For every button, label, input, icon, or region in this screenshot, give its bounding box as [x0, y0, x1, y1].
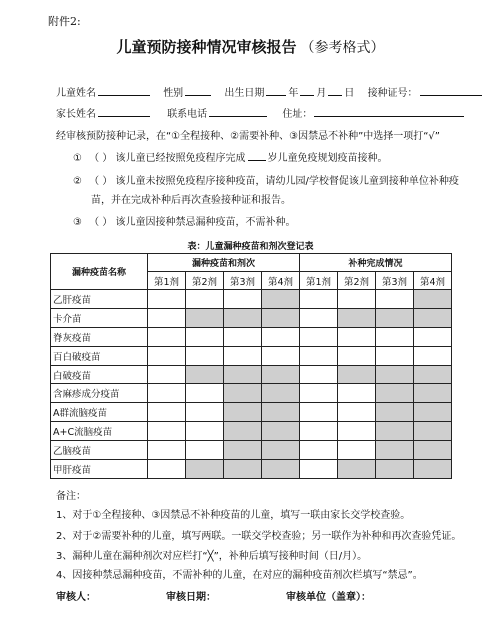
- guardian-info-row: [56, 105, 466, 120]
- vaccine-name-cell: A群流脑疫苗: [51, 403, 148, 422]
- table-row: [51, 422, 452, 441]
- option-3-checkbox[interactable]: （ ）: [89, 217, 113, 228]
- dose-header-cell: 第1剂: [148, 272, 186, 290]
- catchup-dose-cell[interactable]: [414, 327, 452, 346]
- catchup-dose-cell: [376, 441, 414, 460]
- missed-dose-cell[interactable]: [148, 441, 186, 460]
- option-2-number: ②: [73, 176, 82, 187]
- option-2-text-line1: 该儿童未按照免疫程序接种疫苗，请幼儿园/学校督促该儿童到接种单位补种疫: [115, 176, 459, 187]
- year-label: 年: [288, 88, 299, 99]
- vaccine-name-cell: 含麻疹成分疫苗: [51, 384, 148, 403]
- catchup-dose-cell: [414, 460, 452, 479]
- catchup-dose-cell: [414, 441, 452, 460]
- dose-header-cell: 第1剂: [300, 272, 338, 290]
- missed-dose-cell: [186, 308, 224, 327]
- catchup-dose-cell[interactable]: [414, 346, 452, 365]
- catchup-dose-cell: [338, 460, 376, 479]
- catchup-dose-cell[interactable]: [300, 365, 338, 384]
- catchup-dose-cell[interactable]: [338, 346, 376, 365]
- missed-dose-cell: [262, 308, 300, 327]
- catchup-dose-cell: [376, 384, 414, 403]
- missed-dose-cell[interactable]: [148, 365, 186, 384]
- gender-label: 性别: [163, 88, 184, 99]
- table-row: [51, 308, 452, 327]
- phone-label: 联系电话: [167, 109, 208, 120]
- vaccine-name-cell: 白破疫苗: [51, 365, 148, 384]
- missed-dose-cell[interactable]: [262, 327, 300, 346]
- dose-header-cell: 第2剂: [338, 272, 376, 290]
- catchup-dose-cell[interactable]: [338, 290, 376, 309]
- dose-header-cell: 第3剂: [224, 272, 262, 290]
- catchup-dose-cell[interactable]: [300, 384, 338, 403]
- dose-header-cell: 第4剂: [262, 272, 300, 290]
- option-1-number: ①: [73, 153, 82, 164]
- missed-dose-cell[interactable]: [148, 290, 186, 309]
- missed-dose-cell: [186, 460, 224, 479]
- option-1-text-b: 岁儿童免疫规划疫苗接种。: [267, 153, 388, 164]
- missed-dose-cell[interactable]: [186, 384, 224, 403]
- missed-dose-cell[interactable]: [186, 403, 224, 422]
- option-1: [73, 149, 388, 164]
- dose-header-cell: 第2剂: [186, 272, 224, 290]
- missed-dose-cell: [262, 290, 300, 309]
- catchup-dose-cell: [414, 365, 452, 384]
- catchup-dose-cell[interactable]: [338, 403, 376, 422]
- missed-dose-cell[interactable]: [148, 327, 186, 346]
- missed-dose-cell: [224, 308, 262, 327]
- option-3-number: ③: [73, 217, 82, 228]
- option-2: [73, 172, 459, 187]
- vaccine-name-cell: A+C流脑疫苗: [51, 422, 148, 441]
- catchup-dose-cell[interactable]: [300, 290, 338, 309]
- dose-header-cell: 第3剂: [376, 272, 414, 290]
- option-1-checkbox[interactable]: （ ）: [89, 153, 113, 164]
- table-row: [51, 403, 452, 422]
- instruction-text: 经审核预防接种记录，在“①全程接种、②需要补种、③因禁忌不补种”中选择一项打“√”: [56, 131, 440, 142]
- missed-dose-cell: [224, 422, 262, 441]
- month-label: 月: [316, 88, 327, 99]
- table-row: [51, 441, 452, 460]
- vaccine-name-cell: 百白破疫苗: [51, 346, 148, 365]
- title-note: （参考格式）: [300, 40, 385, 56]
- missed-dose-cell: [262, 365, 300, 384]
- missed-dose-cell: [262, 403, 300, 422]
- missed-dose-cell[interactable]: [224, 346, 262, 365]
- table-row: [51, 327, 452, 346]
- remark-item: 1、对于①全程接种、③因禁忌不补种疫苗的儿童，填写一联由家长交学校查验。: [56, 510, 411, 521]
- vaccine-name-cell: 乙肝疫苗: [51, 290, 148, 309]
- gender-field[interactable]: [185, 84, 211, 96]
- dose-header-cell: 第4剂: [414, 272, 452, 290]
- col-vaccine-name: 漏种疫苗名称: [51, 254, 148, 290]
- catchup-dose-cell: [376, 365, 414, 384]
- vaccine-table: [50, 253, 452, 479]
- catchup-dose-cell: [338, 365, 376, 384]
- guardian-name-field[interactable]: [98, 105, 150, 117]
- catchup-dose-cell[interactable]: [300, 422, 338, 441]
- remark-item: 4、因接种禁忌漏种疫苗，不需补种的儿童，在对应的漏种疫苗剂次栏填写“禁忌”。: [56, 570, 423, 581]
- option-1-text-a: 该儿童已经按照免疫程序完成: [115, 153, 246, 164]
- child-info-row: [56, 84, 484, 99]
- missed-dose-cell: [262, 384, 300, 403]
- option-2-checkbox[interactable]: （ ）: [89, 176, 113, 187]
- missed-dose-cell: [224, 460, 262, 479]
- cert-number-label: 接种证号：: [367, 88, 418, 99]
- address-field[interactable]: [314, 105, 464, 117]
- catchup-dose-cell[interactable]: [338, 384, 376, 403]
- missed-dose-cell[interactable]: [224, 327, 262, 346]
- vaccine-name-cell: 脊灰疫苗: [51, 327, 148, 346]
- catchup-dose-cell: [376, 460, 414, 479]
- catchup-dose-cell[interactable]: [376, 290, 414, 309]
- birth-day-field[interactable]: [328, 84, 342, 96]
- title-main: 儿童预防接种情况审核报告: [116, 38, 297, 56]
- missed-dose-cell[interactable]: [186, 290, 224, 309]
- child-name-field[interactable]: [98, 84, 150, 96]
- missed-dose-cell[interactable]: [148, 460, 186, 479]
- table-row: [51, 384, 452, 403]
- remarks-title: 备注：: [56, 491, 86, 502]
- table-row: [51, 365, 452, 384]
- vaccine-name-cell: 乙脑疫苗: [51, 441, 148, 460]
- table-row: [51, 460, 452, 479]
- catchup-dose-cell[interactable]: [300, 346, 338, 365]
- catchup-dose-cell[interactable]: [300, 403, 338, 422]
- group-catchup-status: 补种完成情况: [300, 254, 452, 272]
- missed-dose-cell: [262, 422, 300, 441]
- catchup-dose-cell[interactable]: [338, 422, 376, 441]
- vaccine-rows: [51, 290, 452, 479]
- missed-dose-cell[interactable]: [148, 346, 186, 365]
- catchup-dose-cell[interactable]: [338, 327, 376, 346]
- catchup-dose-cell[interactable]: [300, 460, 338, 479]
- catchup-dose-cell: [414, 308, 452, 327]
- address-label: 住址：: [282, 109, 313, 120]
- birth-date-label: 出生日期: [224, 88, 265, 99]
- catchup-dose-cell[interactable]: [300, 308, 338, 327]
- missed-dose-cell[interactable]: [186, 422, 224, 441]
- phone-field[interactable]: [209, 105, 267, 117]
- child-name-label: 儿童姓名: [56, 88, 96, 99]
- catchup-dose-cell: [376, 308, 414, 327]
- group-missed-doses: 漏种疫苗和剂次: [148, 254, 300, 272]
- remark-item: 3、漏种儿童在漏种剂次对应栏打“╳”，补种后填写接种时间（日/月）。: [56, 551, 368, 562]
- table-row: [51, 290, 452, 309]
- catchup-dose-cell: [414, 384, 452, 403]
- catchup-dose-cell: [338, 308, 376, 327]
- day-label: 日: [344, 88, 355, 99]
- missed-dose-cell[interactable]: [262, 346, 300, 365]
- attachment-label: 附件2:: [48, 15, 81, 28]
- review-date-label: 审核日期：: [166, 592, 216, 603]
- catchup-dose-cell[interactable]: [376, 327, 414, 346]
- missed-dose-cell[interactable]: [186, 441, 224, 460]
- missed-dose-cell: [224, 384, 262, 403]
- missed-dose-cell: [262, 441, 300, 460]
- catchup-dose-cell: [414, 403, 452, 422]
- remark-item: 2、对于②需要补种的儿童，填写两联。一联交学校查验；另一联作为补种和再次查验凭证。: [56, 531, 462, 542]
- option-2-text-line2: 苗，并在完成补种后再次查验接种证和报告。: [91, 195, 291, 206]
- birth-month-field[interactable]: [300, 84, 314, 96]
- missed-dose-cell[interactable]: [224, 290, 262, 309]
- missed-dose-cell[interactable]: [148, 422, 186, 441]
- missed-dose-cell[interactable]: [186, 346, 224, 365]
- option-3: [73, 213, 296, 228]
- catchup-dose-cell[interactable]: [376, 346, 414, 365]
- table-row: [51, 346, 452, 365]
- catchup-dose-cell: [414, 422, 452, 441]
- catchup-dose-cell: [376, 403, 414, 422]
- catchup-dose-cell[interactable]: [300, 327, 338, 346]
- catchup-dose-cell[interactable]: [338, 441, 376, 460]
- catchup-dose-cell: [376, 422, 414, 441]
- guardian-name-label: 家长姓名: [56, 109, 96, 120]
- report-title: [0, 36, 501, 57]
- missed-dose-cell[interactable]: [148, 403, 186, 422]
- vaccine-name-cell: 甲肝疫苗: [51, 460, 148, 479]
- cert-number-field[interactable]: [420, 84, 482, 96]
- missed-dose-cell[interactable]: [186, 327, 224, 346]
- missed-dose-cell[interactable]: [148, 384, 186, 403]
- missed-dose-cell: [262, 460, 300, 479]
- option-3-text: 该儿童因接种禁忌漏种疫苗，不需补种。: [115, 217, 296, 228]
- missed-dose-cell[interactable]: [148, 308, 186, 327]
- birth-year-field[interactable]: [266, 84, 286, 96]
- reviewer-label: 审核人：: [56, 592, 96, 603]
- missed-dose-cell: [186, 365, 224, 384]
- age-field[interactable]: [248, 149, 266, 161]
- missed-dose-cell: [224, 365, 262, 384]
- catchup-dose-cell[interactable]: [300, 441, 338, 460]
- vaccine-name-cell: 卡介苗: [51, 308, 148, 327]
- missed-dose-cell: [224, 441, 262, 460]
- missed-dose-cell: [224, 403, 262, 422]
- review-unit-label: 审核单位（盖章）：: [286, 592, 371, 603]
- table-caption: 表：儿童漏种疫苗和剂次登记表: [187, 242, 314, 252]
- catchup-dose-cell: [414, 290, 452, 309]
